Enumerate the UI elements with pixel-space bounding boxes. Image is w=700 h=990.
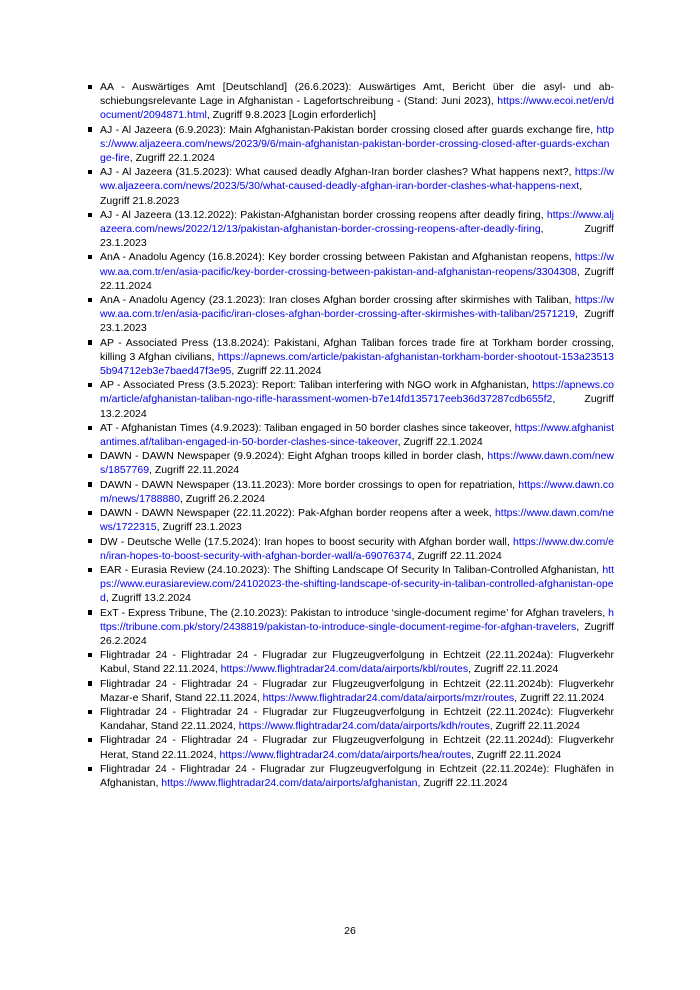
bullet-square-icon — [88, 170, 92, 174]
bullet-square-icon — [88, 710, 92, 714]
bullet-square-icon — [88, 127, 92, 131]
bibliography-entry — [100, 506, 614, 534]
entry-text: , Zugriff 22.1.2024 — [397, 436, 483, 449]
entry-text: , Zugriff 13.2.2024 — [100, 393, 614, 420]
bullet-square-icon — [88, 568, 92, 572]
bullet-square-icon — [88, 213, 92, 217]
hyperlink[interactable]: https://tribune.com.pk/story/2438819/pakistan-to-introduce-single-document-regime-for-afghan-travelers — [100, 606, 614, 633]
bibliography-entry — [100, 677, 614, 705]
entry-text: , Zugriff 22.11.2024 — [471, 748, 562, 761]
hyperlink[interactable]: https://www.flightradar24.com/data/airports/kbl/routes — [220, 663, 469, 676]
hyperlink[interactable]: https://www.flightradar24.com/data/airports/mzr/routes — [262, 691, 515, 704]
entry-text: AJ - Al Jazeera (6.9.2023): Main Afghanistan-Pakistan border crossing closed after guards exchange fire, — [100, 123, 597, 136]
hyperlink[interactable]: https://www.flightradar24.com/data/airports/hea/routes — [219, 748, 472, 761]
entry-text: , Zugriff 23.1.2023 — [100, 308, 614, 335]
hyperlink[interactable]: https://www.ecoi.net/en/document/2094871.html — [100, 95, 614, 122]
entry-text: AJ - Al Jazeera (31.5.2023): What caused deadly Afghan-Iran border clashes? What happens next?, — [100, 166, 575, 179]
hyperlink[interactable]: https://www.aa.com.tr/en/asia-pacific/iran-closes-afghan-border-crossing-after-skirmishes-with-taliban/2571219 — [100, 294, 614, 321]
bibliography-entry — [100, 336, 614, 379]
entry-text: ExT - Express Tribune, The (2.10.2023): Pakistan to introduce ‘single-document regime’ for Afghan travelers, — [100, 606, 609, 619]
entry-text: Flightradar 24 - Flightradar 24 - Flugradar zur Flugzeugverfolgung in Echtzeit (22.11.2024a): Flugverkehr Kabul, Stand 22.11.2024, — [100, 649, 614, 676]
hyperlink[interactable]: https://apnews.com/article/afghanistan-taliban-ngo-rifle-harassment-women-b7e14fd135717eeb36d37287cdb655f2 — [100, 379, 614, 406]
entry-text: , Zugriff 21.8.2023 — [100, 180, 583, 207]
page-number: 26 — [344, 925, 356, 937]
hyperlink[interactable]: https://www.flightradar24.com/data/airports/kdh/routes — [238, 720, 490, 733]
bibliography-entry — [100, 705, 614, 733]
bullet-square-icon — [88, 85, 92, 89]
bibliography-entry — [100, 478, 614, 506]
entry-text: DW - Deutsche Welle (17.5.2024): Iran hopes to boost security with Afghan border wall, — [100, 535, 514, 548]
entry-text: , Zugriff 23.1.2023 — [156, 521, 242, 534]
hyperlink[interactable]: https://www.flightradar24.com/data/airports/afghanistan — [161, 776, 418, 789]
bibliography-entry — [100, 250, 614, 293]
bullet-square-icon — [88, 653, 92, 657]
bibliography-entry — [100, 421, 614, 449]
bibliography-entry — [100, 762, 614, 790]
bullet-square-icon — [88, 767, 92, 771]
entry-text: AA - Auswärtiges Amt [Deutschland] (26.6.2023): Auswärtiges Amt, Bericht über die asyl- und abschiebungsrelevante Lage in Afghanistan - Lagefortschreibung - (Stand: Juni 2023), — [100, 81, 614, 108]
hyperlink[interactable]: https://www.aljazeera.com/news/2023/5/30/what-caused-deadly-afghan-iran-border-clashes-what-happens-next — [100, 166, 614, 193]
entry-text: , Zugriff 26.2.2024 — [179, 492, 266, 505]
bullet-square-icon — [88, 383, 92, 387]
bullet-square-icon — [88, 340, 92, 344]
bibliography-entry — [100, 123, 614, 166]
hyperlink[interactable]: https://www.dw.com/en/iran-hopes-to-boost-security-with-afghan-border-wall/a-69076374 — [100, 535, 614, 562]
entry-text: , Zugriff 22.1.2024 — [129, 152, 215, 165]
bullet-square-icon — [88, 738, 92, 742]
bullet-square-icon — [88, 426, 92, 430]
entry-text: DAWN - DAWN Newspaper (13.11.2023): More border crossings to open for repatriation, — [100, 478, 519, 491]
hyperlink[interactable]: https://www.dawn.com/news/1722315 — [100, 507, 614, 534]
bullet-square-icon — [88, 255, 92, 259]
entry-text: Flightradar 24 - Flightradar 24 - Flugradar zur Flugzeugverfolgung in Echtzeit (22.11.2024e): Flughäfen in Afghanistan, — [100, 762, 614, 789]
bullet-square-icon — [88, 482, 92, 486]
bullet-square-icon — [88, 610, 92, 614]
entry-text: AnA - Anadolu Agency (16.8.2024): Key border crossing between Pakistan and Afghanistan reopens, — [100, 251, 575, 264]
entry-text: DAWN - DAWN Newspaper (9.9.2024): Eight Afghan troops killed in border clash, — [100, 450, 488, 463]
entry-text: , Zugriff 22.11.2024 — [231, 365, 322, 378]
entry-text: , Zugriff 22.11.2024 — [489, 720, 580, 733]
bibliography-entry — [100, 293, 614, 336]
bibliography-entry — [100, 535, 614, 563]
entry-text: Flightradar 24 - Flightradar 24 - Flugradar zur Flugzeugverfolgung in Echtzeit (22.11.2024b): Flugverkehr Mazar-e Sharif, Stand 22.11.2024, — [100, 677, 614, 704]
bibliography-entry — [100, 80, 614, 123]
bibliography-entry — [100, 733, 614, 761]
hyperlink[interactable]: https://www.eurasiareview.com/24102023-the-shifting-landscape-of-security-in-taliban-controlled-afghanistan-oped — [100, 563, 614, 605]
bullet-square-icon — [88, 511, 92, 515]
entry-text: AT - Afghanistan Times (4.9.2023): Taliban engaged in 50 border clashes since takeover, — [100, 421, 515, 434]
entry-text: , Zugriff 22.11.2024 — [514, 691, 605, 704]
entry-text: EAR - Eurasia Review (24.10.2023): The Shifting Landscape Of Security In Taliban-Controlled Afghanistan, — [100, 563, 603, 576]
entry-text: AP - Associated Press (13.8.2024): Pakistani, Afghan Taliban forces trade fire at Torkham border crossing, killing 3 Afghan civilians, — [100, 336, 614, 363]
entry-text: , Zugriff 22.11.2024 — [411, 549, 502, 562]
entry-text: , Zugriff 9.8.2023 [Login erforderlich] — [206, 109, 376, 122]
bibliography-entry — [100, 648, 614, 676]
entry-text: , Zugriff 22.11.2024 — [100, 265, 614, 292]
hyperlink[interactable]: https://www.dawn.com/news/1788880 — [100, 478, 614, 505]
entry-text: AP - Associated Press (3.5.2023): Report: Taliban interfering with NGO work in Afghanistan, — [100, 379, 533, 392]
hyperlink[interactable]: https://www.afghanistantimes.af/taliban-engaged-in-50-border-clashes-since-takeover — [100, 421, 614, 449]
entry-text: Flightradar 24 - Flightradar 24 - Flugradar zur Flugzeugverfolgung in Echtzeit (22.11.2024d): Flugverkehr Herat, Stand 22.11.2024, — [100, 734, 614, 761]
hyperlink[interactable]: https://www.dawn.com/news/1857769 — [100, 450, 614, 477]
bibliography-entry — [100, 563, 614, 606]
bullet-square-icon — [88, 454, 92, 458]
entry-text: , Zugriff 22.11.2024 — [468, 663, 559, 676]
entry-text: Flightradar 24 - Flightradar 24 - Flugradar zur Flugzeugverfolgung in Echtzeit (22.11.2024c): Flugverkehr Kandahar, Stand 22.11.2024, — [100, 705, 614, 733]
bibliography-entry — [100, 378, 614, 421]
entry-text: , Zugriff 23.1.2023 — [100, 223, 614, 250]
hyperlink[interactable]: https://www.aa.com.tr/en/asia-pacific/key-border-crossing-between-pakistan-and-afghanistan-reopens/3304308 — [100, 251, 614, 278]
entry-text: , Zugriff 26.2.2024 — [100, 620, 614, 647]
entry-text: , Zugriff 22.11.2024 — [417, 776, 508, 789]
entry-text: AJ - Al Jazeera (13.12.2022): Pakistan-Afghanistan border crossing reopens after deadly firing, — [100, 208, 547, 221]
hyperlink[interactable]: https://www.aljazeera.com/news/2023/9/6/main-afghanistan-pakistan-border-crossing-closed-after-guards-exchange-fire — [100, 123, 614, 165]
entry-text: , Zugriff 22.11.2024 — [149, 464, 240, 477]
bibliography-entry — [100, 208, 614, 251]
bibliography-entry — [100, 165, 614, 208]
hyperlink[interactable]: https://apnews.com/article/pakistan-afghanistan-torkham-border-shootout-153a235135b94712eb3e7baed47f3e95 — [100, 350, 614, 378]
bibliography-list — [100, 80, 614, 790]
bullet-square-icon — [88, 539, 92, 543]
entry-text: , Zugriff 13.2.2024 — [105, 592, 191, 605]
bibliography-entry — [100, 606, 614, 649]
bibliography-entry — [100, 449, 614, 477]
hyperlink[interactable]: https://www.aljazeera.com/news/2022/12/13/pakistan-afghanistan-border-crossing-reopens-after-deadly-firing — [100, 208, 614, 236]
bullet-square-icon — [88, 298, 92, 302]
bullet-square-icon — [88, 681, 92, 685]
entry-text: DAWN - DAWN Newspaper (22.11.2022): Pak-Afghan border reopens after a week, — [100, 507, 495, 520]
entry-text: AnA - Anadolu Agency (23.1.2023): Iran closes Afghan border crossing after skirmishes with Taliban, — [100, 294, 575, 307]
